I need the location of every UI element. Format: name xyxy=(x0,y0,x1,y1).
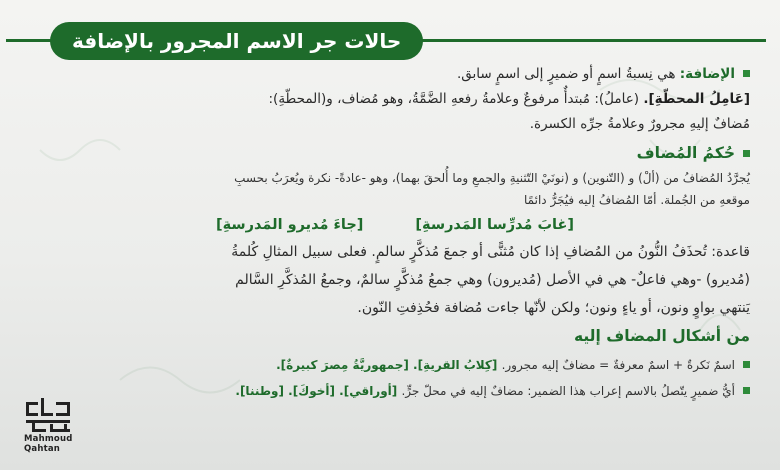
bullet-icon xyxy=(743,387,750,394)
forms-item-1-examples: [كِلابُ القريةِ]. [جمهوريَّةُ مِصرَ كبيرةٌ]. xyxy=(276,358,502,372)
brand-logo xyxy=(24,398,104,454)
forms-item-2 xyxy=(40,380,750,402)
ruling-example-2: [جاءَ مُديرو المَدرسةِ] xyxy=(216,217,364,233)
content-body xyxy=(40,62,750,402)
rule-line3: يَنتهي بواوٍ ونون، أو ياءٍ ونون؛ ولكن لأنّها جاءت مُضافة فحُذِفتِ النّون. xyxy=(357,300,750,316)
bullet-icon xyxy=(743,70,750,77)
ruling-example-1: [غابَ مُدرِّسا المَدرسةِ] xyxy=(415,217,574,233)
rule-line2: (مُديرو) -وهي فاعلٌ- هي في الأصل (مُديرون) وهي جمعُ مُذكَّرٍ سالمٌ، وجمعُ المُذكَّرِ السَّالم xyxy=(235,272,750,288)
bullet-icon xyxy=(743,361,750,368)
definition-example: [عَامِلُ المحطّةِ]. xyxy=(643,91,750,107)
definition-explanation-line2: مُضافٌ إليهِ مجرورٌ وعلامةُ جرِّه الكسرة. xyxy=(529,116,750,132)
bullet-icon xyxy=(743,150,750,157)
ruling-line2: موقعهِ من الجُملة. أمّا المُضافُ إليه فيُجَرُّ دائمًا xyxy=(524,193,750,207)
title-bar xyxy=(6,22,766,60)
page-title: حالات جر الاسم المجرور بالإضافة xyxy=(50,22,423,60)
brand-logo-text: Mahmoud Qahtan xyxy=(24,434,73,454)
ruling-examples xyxy=(40,213,750,238)
forms-heading-line xyxy=(40,324,750,350)
ruling-line1: يُجرَّدُ المُضافُ من (ألْ) و (التّنوين) و (نونَيْ التّثنيةِ والجمعِ وما أُلحقَ بهما)، وهو -عادةً- نكرة ويُعرَبُ بحسبِ xyxy=(234,171,750,185)
rule-line1: قاعدة: تُحذَفُ النُّونُ من المُضافِ إذا كان مُثنًّى أو جمعَ مُذكَّرٍ سالمٍ. فعلى سبيل المثالِ كُلمةُ xyxy=(231,244,750,260)
definition-text: هي نِسبةُ اسمٍ أو ضميرٍ إلى اسمٍ سابق. xyxy=(456,66,680,82)
definition-term: الإضافة: xyxy=(679,66,735,82)
forms-heading: من أشكال المضاف إليه xyxy=(573,327,750,345)
forms-item-1 xyxy=(40,354,750,376)
definition-explanation: (عاملُ): مُبتدأٌ مرفوعٌ وعلامةُ رفعهِ الضَّمَّةُ، وهو مُضاف، و(المحطّةِ): xyxy=(268,91,644,107)
ruling-heading-line xyxy=(40,141,750,167)
brand-logo-icon xyxy=(26,398,72,434)
definition-example-line xyxy=(40,87,750,112)
definition-line xyxy=(40,62,750,87)
forms-item-2-text: أيُّ ضميرٍ يتّصلُ بالاسم إعراب هذا الضمير: مضافٌ إليه في محلّ جرٍّ. xyxy=(401,384,735,398)
ruling-heading: حُكمُ المُضاف xyxy=(636,144,735,162)
forms-item-1-text: اسمٌ نَكرةٌ + اسمٌ معرفةٌ = مضافٌ إليه مجرور. xyxy=(501,358,735,372)
forms-item-2-examples: [أوراقي]. [أخوكَ]. [وطننا]. xyxy=(235,384,402,398)
